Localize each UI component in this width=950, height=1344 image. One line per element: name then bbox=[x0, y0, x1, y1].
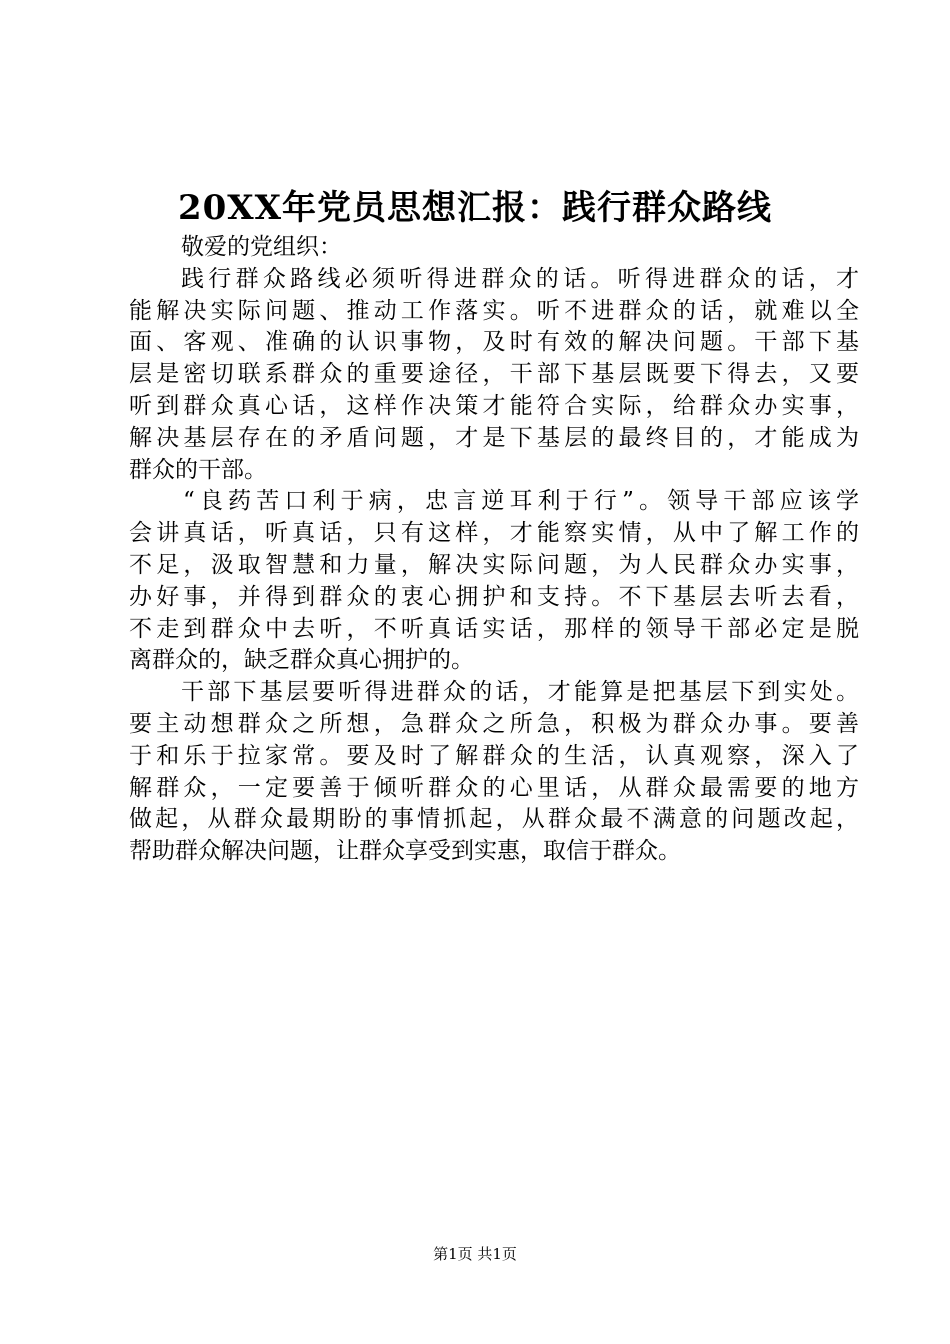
paragraph-2-line: “良药苦口利于病，忠言逆耳利于行”。领导干部应该学 bbox=[183, 488, 859, 515]
salutation: 敬爱的党组织： bbox=[181, 234, 342, 260]
paragraph-1-line: 解决基层存在的矛盾问题，才是下基层的最终目的，才能成为 bbox=[129, 424, 859, 451]
paragraph-1-line: 面、客观、准确的认识事物，及时有效的解决问题。干部下基 bbox=[129, 329, 859, 356]
paragraph-1-line: 群众的干部。 bbox=[129, 456, 267, 483]
paragraph-1-line: 层是密切联系群众的重要途径，干部下基层既要下得去，又要 bbox=[129, 361, 859, 388]
paragraph-2-line: 不足，汲取智慧和力量，解决实际问题，为人民群众办实事， bbox=[129, 551, 859, 578]
paragraph-2-line: 办好事，并得到群众的衷心拥护和支持。不下基层去听去看， bbox=[129, 583, 859, 610]
document-title: 20XX年党员思想汇报：践行群众路线 bbox=[177, 188, 773, 228]
paragraph-3-line: 做起，从群众最期盼的事情抓起，从群众最不满意的问题改起， bbox=[129, 806, 859, 833]
paragraph-3-line: 于和乐于拉家常。要及时了解群众的生活，认真观察，深入了 bbox=[129, 742, 859, 769]
paragraph-3-line: 要主动想群众之所想，急群众之所急，积极为群众办事。要善 bbox=[129, 710, 859, 737]
paragraph-2-line: 不走到群众中去听，不听真话实话，那样的领导干部必定是脱 bbox=[129, 615, 859, 642]
paragraph-2-line: 离群众的，缺乏群众真心拥护的。 bbox=[129, 647, 474, 674]
paragraph-3-line: 解群众，一定要善于倾听群众的心里话，从群众最需要的地方 bbox=[129, 774, 859, 801]
paragraph-3-line: 干部下基层要听得进群众的话，才能算是把基层下到实处。 bbox=[181, 679, 859, 706]
paragraph-1-line: 践行群众路线必须听得进群众的话。听得进群众的话，才 bbox=[181, 265, 859, 292]
paragraph-3-line: 帮助群众解决问题，让群众享受到实惠，取信于群众。 bbox=[129, 838, 681, 865]
paragraph-2-line: 会讲真话，听真话，只有这样，才能察实情，从中了解工作的 bbox=[129, 520, 859, 547]
paragraph-1-line: 能解决实际问题、推动工作落实。听不进群众的话，就难以全 bbox=[129, 297, 859, 324]
paragraph-1-line: 听到群众真心话，这样作决策才能符合实际，给群众办实事， bbox=[129, 392, 859, 419]
page-footer: 第1页 共1页 bbox=[433, 1245, 517, 1263]
document-body bbox=[129, 232, 859, 868]
